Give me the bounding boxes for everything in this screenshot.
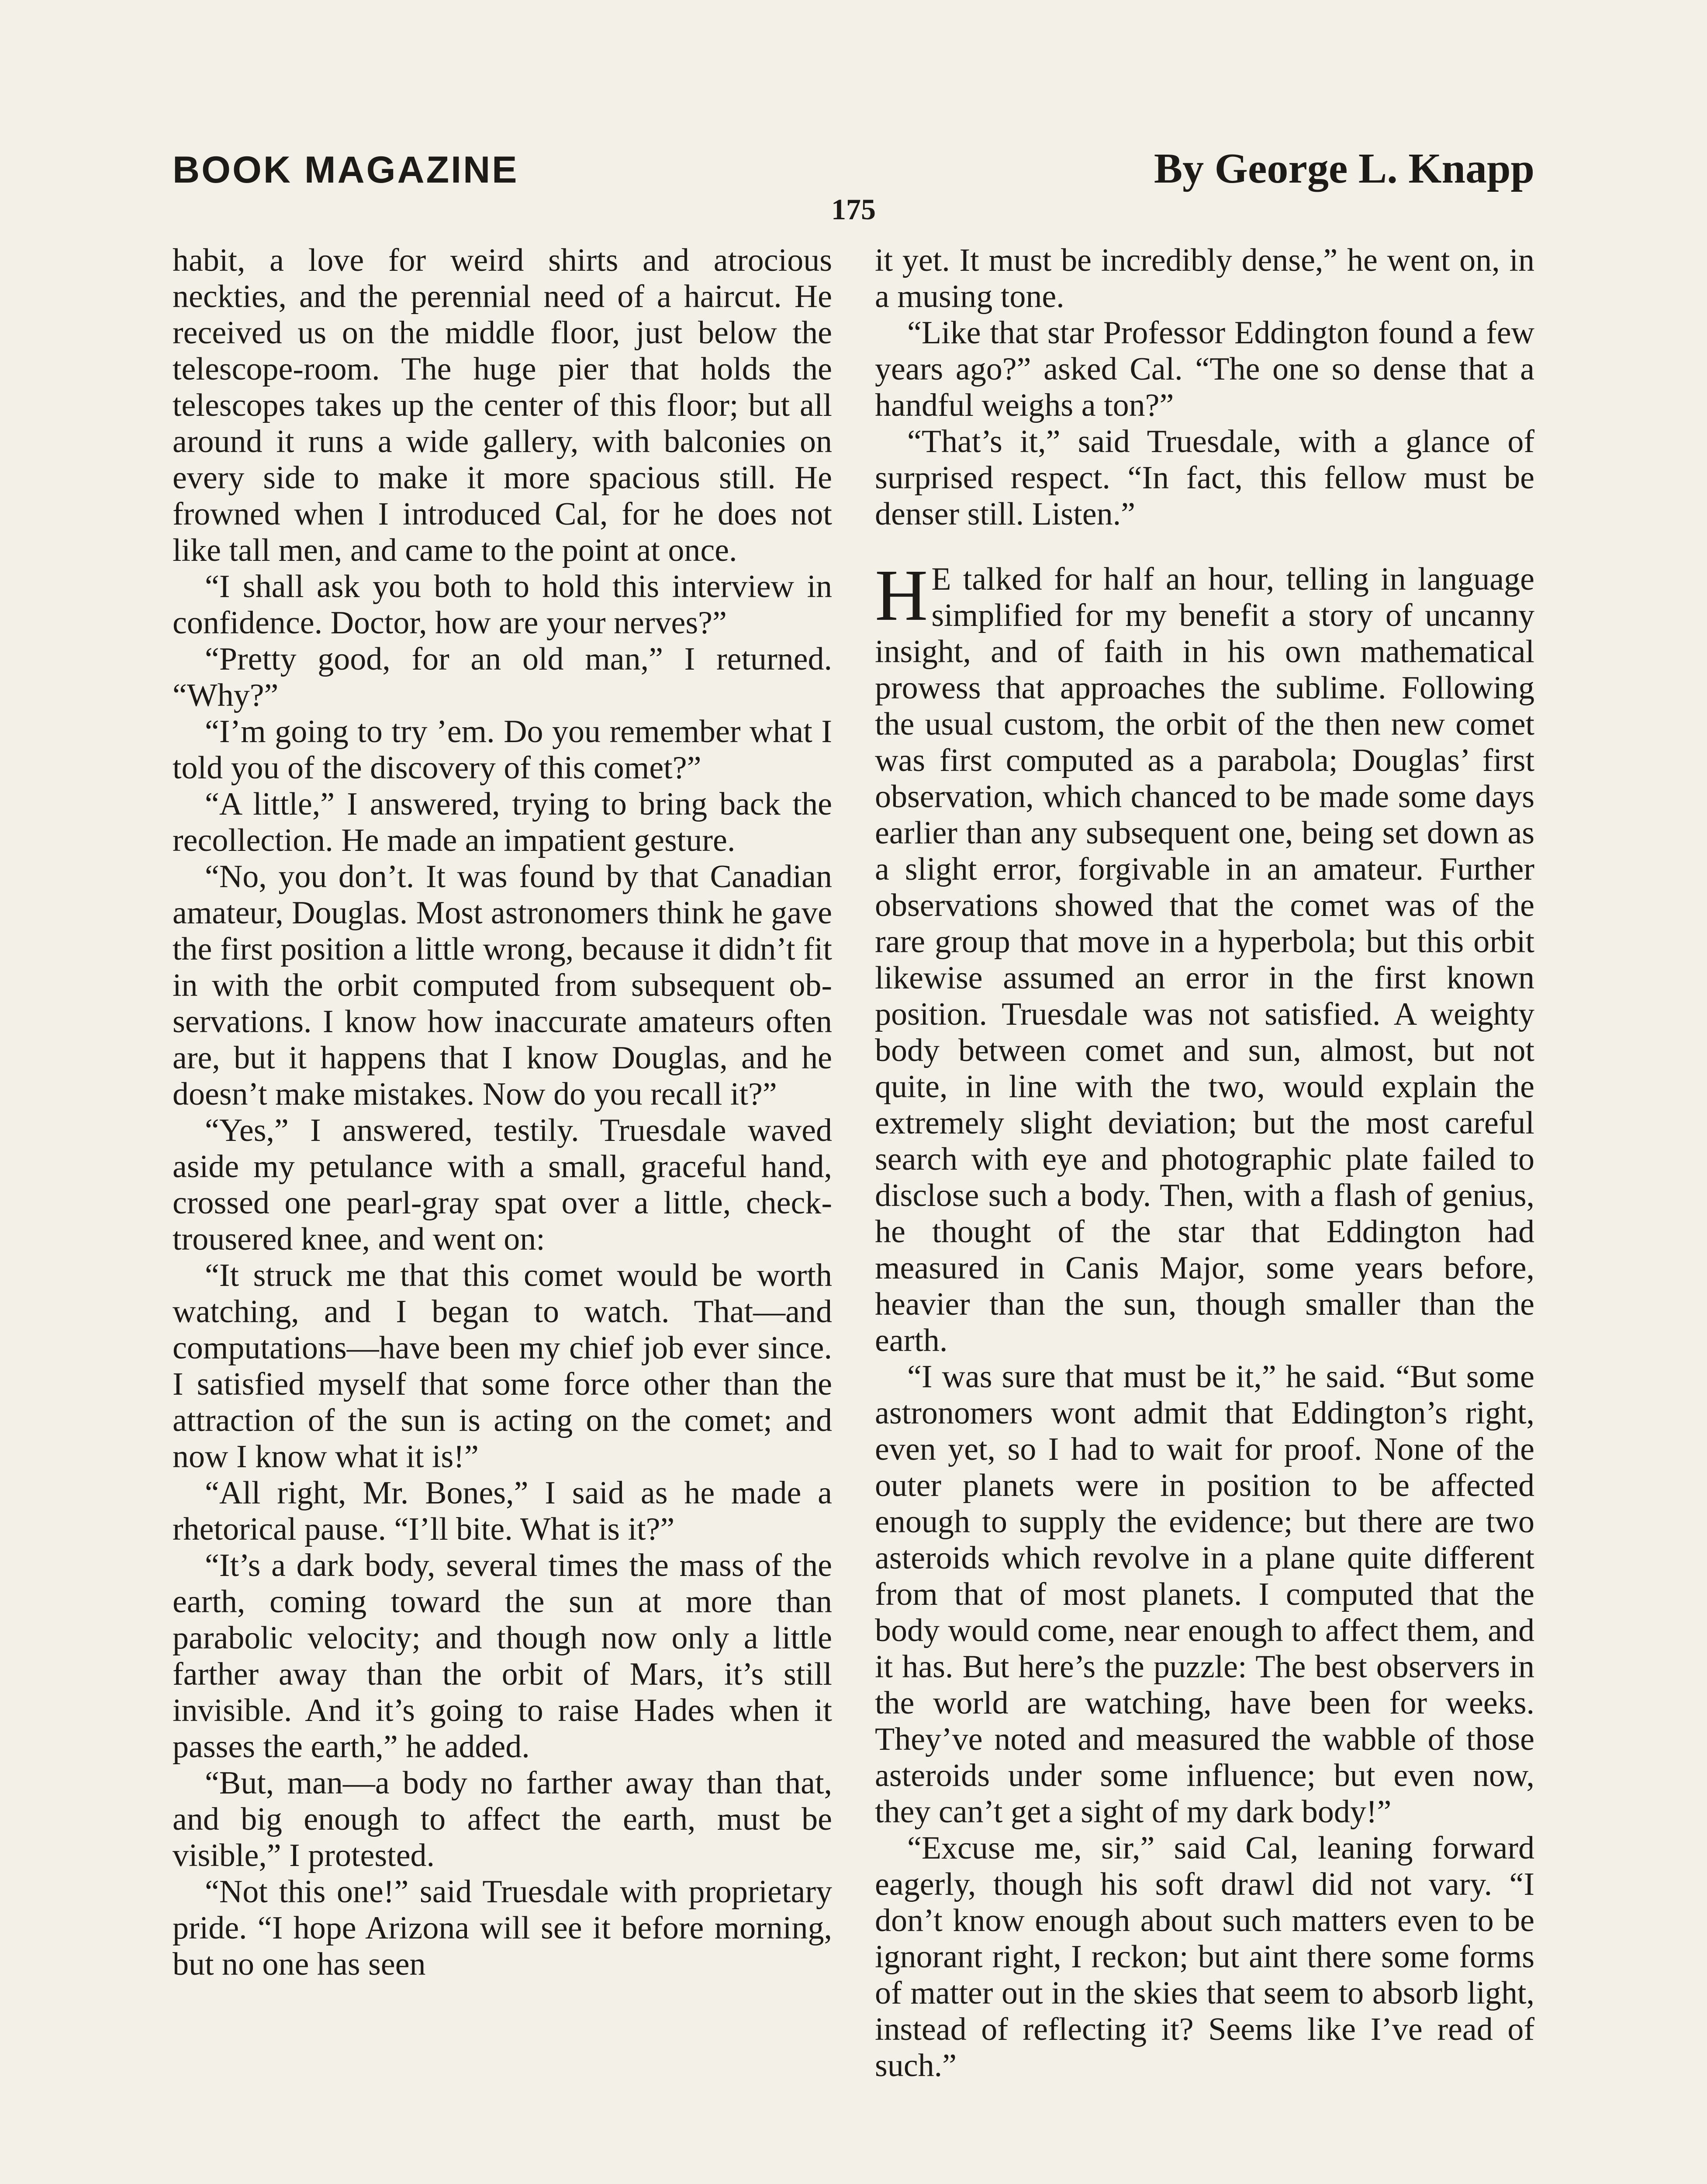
paragraph-text: E talked for half an hour, telling in language simplified for my benefit a story of uncanny insight, and of faith in his own mathematical prowess that approaches the sublime. Following the usual custom, the orbit of the then new comet was first computed as a parabola; Douglas’ first observation, which chanced to be made some days earlier than any subsequent one, being set down as a slight error, forgivable in an amateur. Further observations showed that the comet was of the rare group that move in a hyperbola; but this orbit likewise assumed an error in the first known position. Truesdale was not satisfied. A weighty body between comet and sun, almost, but not quite, in line with the two, would explain the extremely slight deviation; but the most careful search with eye and photographic plate failed to disclose such a body. Then, with a flash of genius, he thought of the star that Eddington had measured in Canis Major, some years before, heavier than the sun, though smaller than the earth. [875,561,1534,1358]
left-column [173,242,832,2184]
paragraph: “That’s it,” said Truesdale, with a glance of surprised respect. “In fact, this fellow must be denser still. Listen.” [875,424,1534,532]
paragraph: “I shall ask you both to hold this interview in confidence. Doctor, how are your nerves?” [173,569,832,641]
right-column [875,242,1534,2184]
paragraph: it yet. It must be incredibly dense,” he went on, in a musing tone. [875,242,1534,314]
paragraph: “It struck me that this comet would be worth watching, and I began to watch. That—and computations—have been my chief job ever since. I satisfied myself that some force other than the attraction of the sun is acting on the comet; and now I know what it is!” [173,1258,832,1475]
paragraph: “No, you don’t. It was found by that Canadian amateur, Douglas. Most astronomers think he gave the first position a little wrong, because it didn’t fit in with the orbit computed from subsequent observations. I know how inaccurate amateurs often are, but it happens that I know Douglas, and he doesn’t make mistakes. Now do you recall it?” [173,859,832,1112]
paragraph: “Pretty good, for an old man,” I returned. “Why?” [173,641,832,713]
paragraph: “Not this one!” said Truesdale with proprietary pride. “I hope Arizona will see it before morning, but no one has seen [173,1874,832,1982]
magazine-title: BOOK MAGAZINE [173,149,519,191]
paragraph: “I’m going to try ’em. Do you remember what I told you of the discovery of this comet?” [173,714,832,786]
drop-cap: H [875,555,928,636]
text-columns [173,242,1534,2184]
page-number: 175 [831,193,876,226]
paragraph: “Yes,” I answered, testily. Truesdale waved aside my petulance with a small, graceful hand, crossed one pearl-gray spat over a little, check-trousered knee, and went on: [173,1113,832,1257]
paragraph: “Excuse me, sir,” said Cal, leaning forward eagerly, though his soft drawl did not vary. “I don’t know enough about such matters even to be ignorant right, I reckon; but aint there some forms of matter out in the skies that seem to absorb light, instead of reflecting it? Seems like I’ve read of such.” [875,1830,1534,2084]
paragraph: “I was sure that must be it,” he said. “But some astronomers wont admit that Eddington’s right, even yet, so I had to wait for proof. None of the outer planets were in position to be affected enough to supply the evidence; but there are two asteroids which revolve in a plane quite different from that of most planets. I computed that the body would come, near enough to affect them, and it has. But here’s the puzzle: The best observers in the world are watching, have been for weeks. They’ve noted and measured the wabble of those asteroids under some influence; but even now, they can’t get a sight of my dark body!” [875,1359,1534,1830]
paragraph: “It’s a dark body, several times the mass of the earth, coming toward the sun at more than parabolic velocity; and though now only a little farther away than the orbit of Mars, it’s still invisible. And it’s going to raise Hades when it passes the earth,” he added. [173,1548,832,1765]
paragraph: “But, man—a body no farther away than that, and big enough to affect the earth, must be visible,” I protested. [173,1765,832,1873]
paragraph: habit, a love for weird shirts and atrocious neckties, and the perennial need of a haircut. He received us on the middle floor, just below the telescope-room. The huge pier that holds the telescopes takes up the center of this floor; but all around it runs a wide gallery, with balconies on every side to make it more spacious still. He frowned when I introduced Cal, for he does not like tall men, and came to the point at once. [173,242,832,568]
section-opening-paragraph [875,555,1534,1359]
paragraph: “A little,” I answered, trying to bring back the recollection. He made an impatient gesture. [173,786,832,858]
paragraph: “Like that star Professor Eddington found a few years ago?” asked Cal. “The one so dense that a handful weighs a ton?” [875,315,1534,423]
author-byline: By George L. Knapp [1154,145,1534,192]
paragraph: “All right, Mr. Bones,” I said as he made a rhetorical pause. “I’ll bite. What is it?” [173,1475,832,1547]
